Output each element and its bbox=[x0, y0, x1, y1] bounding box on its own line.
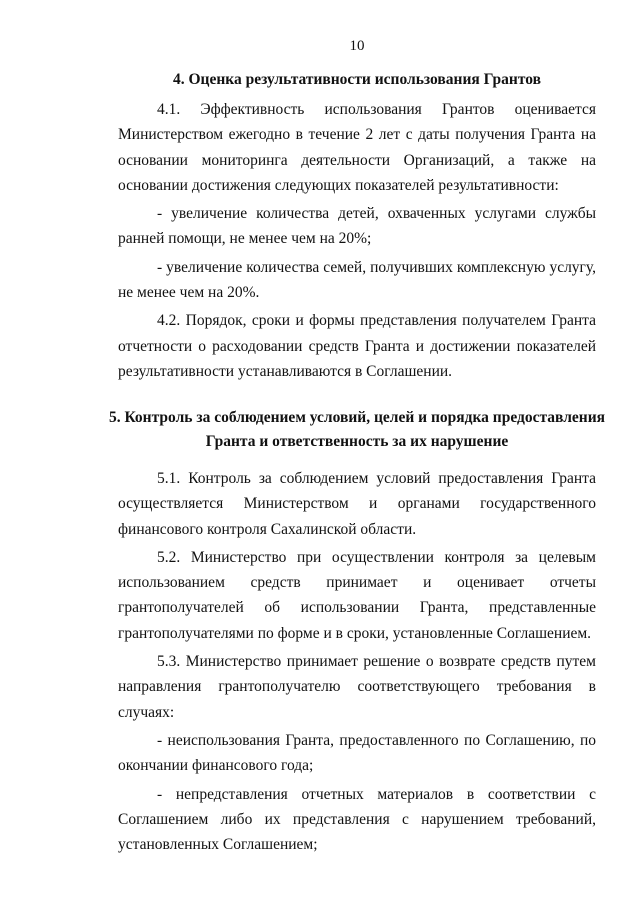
section-5-heading bbox=[98, 406, 616, 454]
list-item-children: - увеличение количества детей, охваченных услугами службы ранней помощи, не менее чем на 20%; bbox=[118, 205, 596, 248]
section-4-body bbox=[118, 97, 596, 387]
section-5-heading-line2: Гранта и ответственность за их нарушение bbox=[205, 433, 509, 450]
section-5-body bbox=[118, 466, 596, 860]
page-number: 10 bbox=[349, 38, 365, 54]
list-item-unused-grant: - неиспользования Гранта, предоставленного по Соглашению, по окончании финансового года; bbox=[118, 731, 596, 775]
paragraph-4-1: 4.1. Эффективность использования Грантов оценивается Министерством ежегодно в течение 2 лет с даты получения Гранта на основании мониторинга деятельности Организаций, а также на основании достижения следующих показателей результативности: bbox=[118, 101, 596, 194]
paragraph-5-2: 5.2. Министерство при осуществлении контроля за целевым использованием средств принимает и оценивает отчеты грантополучателей об использовании Гранта, представленные грантополучателями по форме и в сроки, установленные Соглашением. bbox=[118, 548, 596, 642]
paragraph-5-1: 5.1. Контроль за соблюдением условий предоставления Гранта осуществляется Министерством и органами государственного финансового контроля Сахалинской области. bbox=[118, 470, 596, 538]
paragraph-5-3: 5.3. Министерство принимает решение о возврате средств путем направления грантополучателю соответствующего требования в случаях: bbox=[118, 653, 596, 721]
section-4-heading: 4. Оценка результативности использования Грантов bbox=[173, 71, 541, 88]
section-5-heading-line1: 5. Контроль за соблюдением условий, целей и порядка предоставления bbox=[108, 409, 606, 426]
list-item-no-reports: - непредставления отчетных материалов в соответствии с Соглашением либо их представления с нарушением требований, установленных Соглашением; bbox=[118, 785, 596, 854]
list-item-families: - увеличение количества семей, получивших комплексную услугу, не менее чем на 20%. bbox=[118, 258, 596, 302]
paragraph-4-2: 4.2. Порядок, сроки и формы представления получателем Гранта отчетности о расходовании средств Гранта и достижении показателей результативности устанавливаются в Соглашении. bbox=[118, 312, 596, 380]
